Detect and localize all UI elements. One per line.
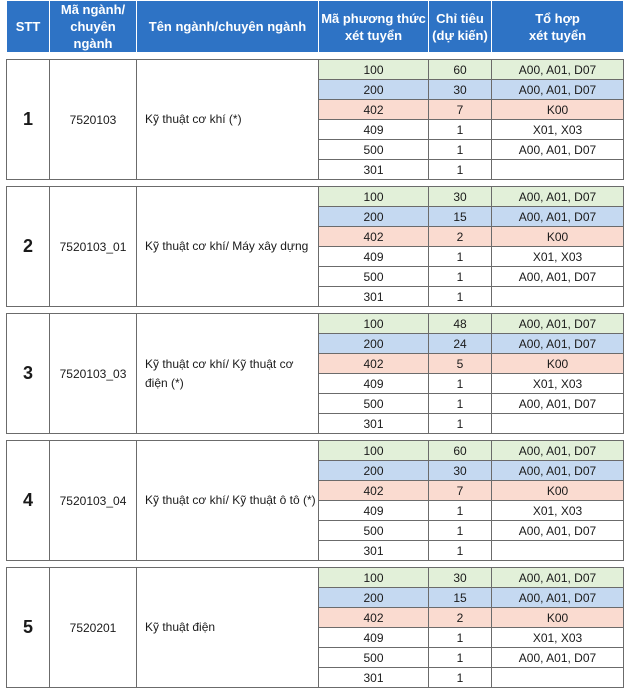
combo-cell: A00, A01, D07	[492, 187, 624, 207]
combo-cell	[492, 414, 624, 434]
method-cell: 301	[319, 414, 429, 434]
major-code-cell: 7520103	[50, 60, 137, 180]
table-header	[7, 1, 624, 53]
combo-cell: A00, A01, D07	[492, 207, 624, 227]
quota-cell: 30	[429, 461, 492, 481]
admission-table	[6, 0, 624, 688]
method-cell: 100	[319, 187, 429, 207]
quota-cell: 1	[429, 160, 492, 180]
method-cell: 500	[319, 521, 429, 541]
quota-cell: 1	[429, 267, 492, 287]
method-cell: 402	[319, 227, 429, 247]
combo-cell: A00, A01, D07	[492, 441, 624, 461]
combo-cell: A00, A01, D07	[492, 461, 624, 481]
method-cell: 301	[319, 160, 429, 180]
combo-cell: K00	[492, 227, 624, 247]
method-cell: 409	[319, 501, 429, 521]
combo-cell: K00	[492, 354, 624, 374]
method-cell: 500	[319, 140, 429, 160]
major-name-cell: Kỹ thuật cơ khí/ Kỹ thuật cơ điện (*)	[137, 314, 319, 434]
group-spacer	[7, 53, 624, 60]
major-code-cell: 7520103_03	[50, 314, 137, 434]
combo-cell	[492, 160, 624, 180]
method-cell: 200	[319, 461, 429, 481]
combo-cell: K00	[492, 481, 624, 501]
quota-cell: 1	[429, 521, 492, 541]
combo-cell: A00, A01, D07	[492, 588, 624, 608]
quota-cell: 5	[429, 354, 492, 374]
table-row	[7, 314, 624, 334]
combo-cell: A00, A01, D07	[492, 314, 624, 334]
group-spacer-cell	[7, 561, 624, 568]
combo-cell: A00, A01, D07	[492, 60, 624, 80]
quota-cell: 15	[429, 588, 492, 608]
method-cell: 409	[319, 247, 429, 267]
quota-cell: 60	[429, 60, 492, 80]
combo-cell: K00	[492, 608, 624, 628]
method-cell: 100	[319, 441, 429, 461]
combo-cell: A00, A01, D07	[492, 80, 624, 100]
quota-cell: 48	[429, 314, 492, 334]
method-cell: 301	[319, 668, 429, 688]
quota-cell: 2	[429, 227, 492, 247]
quota-cell: 30	[429, 187, 492, 207]
stt-cell: 5	[7, 568, 50, 688]
combo-cell: A00, A01, D07	[492, 394, 624, 414]
quota-cell: 30	[429, 80, 492, 100]
method-cell: 100	[319, 60, 429, 80]
combo-cell: X01, X03	[492, 501, 624, 521]
combo-cell	[492, 541, 624, 561]
method-cell: 200	[319, 334, 429, 354]
group-spacer	[7, 434, 624, 441]
header-code: Mã ngành/ chuyên ngành	[50, 1, 137, 53]
quota-cell: 1	[429, 668, 492, 688]
combo-cell: A00, A01, D07	[492, 568, 624, 588]
quota-cell: 1	[429, 374, 492, 394]
combo-cell	[492, 668, 624, 688]
combo-cell: X01, X03	[492, 120, 624, 140]
combo-cell: X01, X03	[492, 247, 624, 267]
table-row	[7, 60, 624, 80]
quota-cell: 1	[429, 287, 492, 307]
quota-cell: 30	[429, 568, 492, 588]
quota-cell: 1	[429, 247, 492, 267]
quota-cell: 7	[429, 481, 492, 501]
quota-cell: 24	[429, 334, 492, 354]
quota-cell: 1	[429, 541, 492, 561]
group-spacer-cell	[7, 180, 624, 187]
method-cell: 500	[319, 267, 429, 287]
stt-cell: 3	[7, 314, 50, 434]
quota-cell: 15	[429, 207, 492, 227]
stt-cell: 2	[7, 187, 50, 307]
method-cell: 402	[319, 608, 429, 628]
table-row	[7, 441, 624, 461]
combo-cell: X01, X03	[492, 628, 624, 648]
method-cell: 409	[319, 374, 429, 394]
quota-cell: 1	[429, 648, 492, 668]
group-spacer	[7, 180, 624, 187]
method-cell: 500	[319, 648, 429, 668]
table-body	[7, 53, 624, 688]
method-cell: 200	[319, 80, 429, 100]
table-row	[7, 568, 624, 588]
method-cell: 200	[319, 588, 429, 608]
combo-cell: A00, A01, D07	[492, 267, 624, 287]
group-spacer	[7, 561, 624, 568]
method-cell: 402	[319, 354, 429, 374]
group-spacer-cell	[7, 53, 624, 60]
quota-cell: 1	[429, 628, 492, 648]
combo-cell: K00	[492, 100, 624, 120]
stt-cell: 1	[7, 60, 50, 180]
quota-cell: 1	[429, 501, 492, 521]
header-combo: Tổ hợp xét tuyển	[492, 1, 624, 53]
method-cell: 409	[319, 120, 429, 140]
combo-cell	[492, 287, 624, 307]
group-spacer	[7, 307, 624, 314]
major-name-cell: Kỹ thuật cơ khí/ Máy xây dựng	[137, 187, 319, 307]
quota-cell: 7	[429, 100, 492, 120]
combo-cell: A00, A01, D07	[492, 140, 624, 160]
major-code-cell: 7520201	[50, 568, 137, 688]
method-cell: 402	[319, 481, 429, 501]
major-name-cell: Kỹ thuật cơ khí/ Kỹ thuật ô tô (*)	[137, 441, 319, 561]
major-name-cell: Kỹ thuật cơ khí (*)	[137, 60, 319, 180]
combo-cell: A00, A01, D07	[492, 521, 624, 541]
major-code-cell: 7520103_01	[50, 187, 137, 307]
method-cell: 402	[319, 100, 429, 120]
stt-cell: 4	[7, 441, 50, 561]
method-cell: 301	[319, 541, 429, 561]
group-spacer-cell	[7, 434, 624, 441]
quota-cell: 1	[429, 120, 492, 140]
combo-cell: X01, X03	[492, 374, 624, 394]
method-cell: 100	[319, 314, 429, 334]
method-cell: 200	[319, 207, 429, 227]
group-spacer-cell	[7, 307, 624, 314]
method-cell: 100	[319, 568, 429, 588]
quota-cell: 1	[429, 394, 492, 414]
method-cell: 409	[319, 628, 429, 648]
header-stt: STT	[7, 1, 50, 53]
quota-cell: 1	[429, 414, 492, 434]
header-quota: Chỉ tiêu (dự kiến)	[429, 1, 492, 53]
quota-cell: 60	[429, 441, 492, 461]
table-row	[7, 187, 624, 207]
combo-cell: A00, A01, D07	[492, 648, 624, 668]
header-method: Mã phương thức xét tuyển	[319, 1, 429, 53]
method-cell: 301	[319, 287, 429, 307]
major-code-cell: 7520103_04	[50, 441, 137, 561]
combo-cell: A00, A01, D07	[492, 334, 624, 354]
header-name: Tên ngành/chuyên ngành	[137, 1, 319, 53]
method-cell: 500	[319, 394, 429, 414]
quota-cell: 1	[429, 140, 492, 160]
quota-cell: 2	[429, 608, 492, 628]
major-name-cell: Kỹ thuật điện	[137, 568, 319, 688]
